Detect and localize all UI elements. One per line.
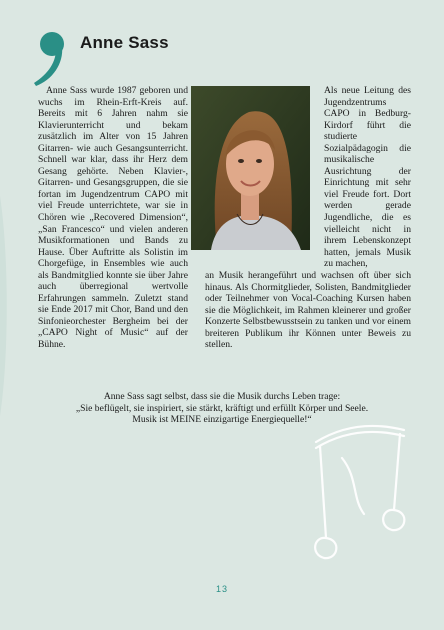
article-title: Anne Sass <box>80 33 169 52</box>
quote-line-2: Musik ist MEINE einzigartige Energiequelle!“ <box>132 414 312 426</box>
bottom-column <box>205 270 411 351</box>
music-note-icon <box>312 418 412 573</box>
left-column <box>38 85 188 351</box>
right-column <box>324 85 411 270</box>
quote-intro: Anne Sass sagt selbst, dass sie die Musik durchs Leben trage: <box>103 391 341 402</box>
bottom-paragraph: an Musik herangeführt und wachsen oft über sich hinaus. Als Chormitglieder, Solisten, Bandmitglieder oder Teilnehmer von Vocal-Coaching Kursen haben sie die Möglichkeit, im Rahmen kleinerer und großer Konzerte Selbstbewusstsein zu tanken und vor einem breiteren Publikum ihr Können unter Beweis zu stellen. <box>205 270 411 351</box>
page-number: 13 <box>215 584 228 594</box>
right-paragraph: Als neue Leitung des Jugendzentrums CAPO in Bedburg-Kirdorf führt die studierte Sozialpädagogin die musikalische Ausrichtung der Einrichtung mit sehr viel Freude fort. Dort werden gerade Jugendliche, die es vielleicht nicht in ihrem Lebenskonzept hatten, jemals Musik zu machen, <box>324 85 411 270</box>
quote-mark-icon <box>30 28 72 88</box>
portrait-photo <box>191 86 310 250</box>
quote-line-1: „Sie beflügelt, sie inspiriert, sie stärkt, kräftigt und erfüllt Körper und Seele. <box>75 402 369 414</box>
swoosh-decoration <box>0 196 12 416</box>
left-paragraph: Anne Sass wurde 1987 geboren und wuchs im Rhein-Erft-Kreis auf. Bereits mit 6 Jahren nahm sie Klavierunterricht und bekam zusätzlich im Alter von 15 Jahren Gitarren- wie auch Gesangsunterricht. Schnell war klar, dass ihr Herz dem Gesang gehörte. Neben Klavier-, Gitarren- und Gesangsgruppen, die sie fortan im Jugendzentrum CAPO mit viel Freude unterrichtete, war sie in Chören wie „Recovered Dimension“, „San Francesco“ und vielen anderen Musikformationen und Bands zu Hause. Über Auftritte als Solistin im Chorgefüge, in Ensembles wie auch als Bandmitglied konnte sie über Jahre auch überregional wertvolle Erfahrungen sammeln. Zuletzt stand sie Ende 2017 mit Chor, Band und den Sinfonieorchester Bergheim bei der „CAPO Night of Music“ auf der Bühne. <box>38 85 188 351</box>
